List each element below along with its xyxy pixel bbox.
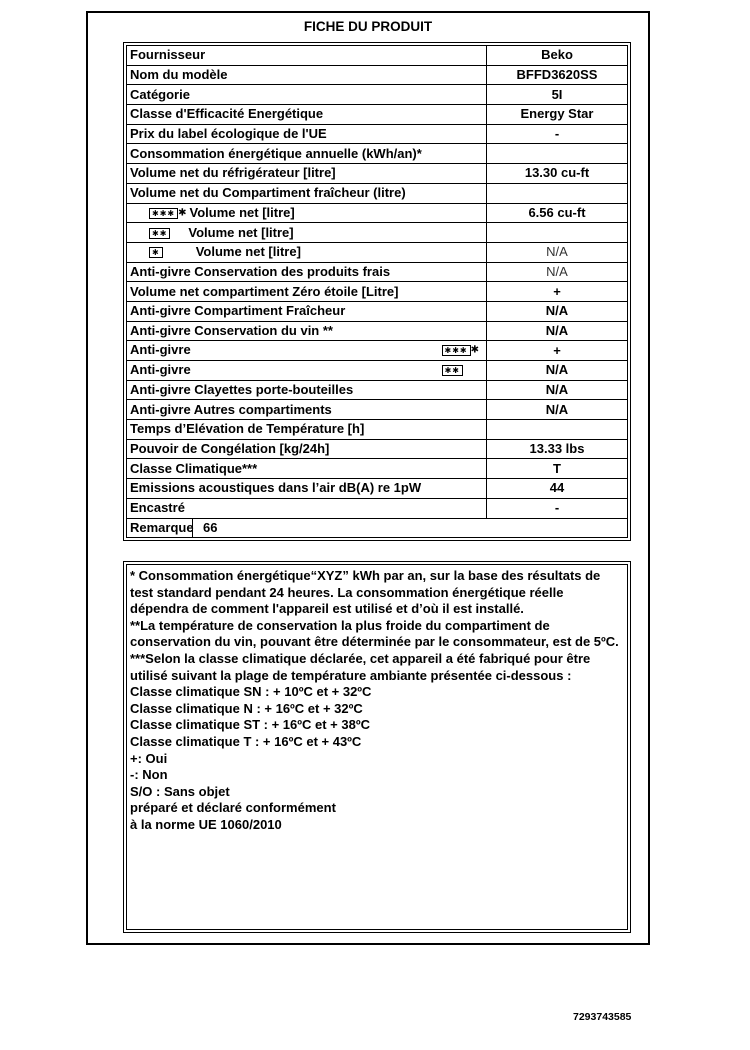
star-icon: ✱ <box>178 207 187 219</box>
row-value: + <box>487 282 628 302</box>
row-label: Anti-givre <box>130 342 191 358</box>
note-climate: ***Selon la classe climatique déclarée, cet appareil a été fabriqué pour être utilisé suivant la plage de température ambiante présentée ci-dessous : <box>130 650 591 683</box>
note-climate-n: Classe climatique N : + 16ºC et + 32ºC <box>130 700 363 716</box>
row-value: 5I <box>487 85 628 105</box>
row-label: Volume net compartiment Zéro étoile [Litre] <box>127 282 487 302</box>
row-label: Anti-givre Conservation du vin ** <box>127 321 487 341</box>
remark-cell <box>127 518 628 538</box>
row-value <box>487 183 628 203</box>
row-label-cell <box>127 242 487 262</box>
row-label: Anti-givre Autres compartiments <box>127 400 487 420</box>
row-label-cell <box>127 223 487 243</box>
row-value: N/A <box>487 400 628 420</box>
product-sheet-frame <box>86 11 650 945</box>
three-star-freezer-icon: ✱✱✱ <box>442 345 471 356</box>
table-row <box>127 459 628 479</box>
row-label: Consommation énergétique annuelle (kWh/an)* <box>127 144 487 164</box>
row-label: Prix du label écologique de l'UE <box>127 124 487 144</box>
note-climate-t: Classe climatique T : + 16ºC et + 43ºC <box>130 733 362 749</box>
row-value: N/A <box>487 361 628 381</box>
table-row <box>127 361 628 381</box>
table-row <box>127 439 628 459</box>
product-table <box>126 45 628 538</box>
row-label: Pouvoir de Congélation [kg/24h] <box>127 439 487 459</box>
note-prepared: préparé et déclaré conformément <box>130 800 336 816</box>
row-label: Emissions acoustiques dans l’air dB(A) re 1pW <box>127 479 487 499</box>
row-label-cell <box>127 341 487 361</box>
notes-box <box>126 564 628 930</box>
table-row <box>127 85 628 105</box>
three-star-freezer-icon: ✱✱✱ <box>149 208 178 219</box>
row-value: BFFD3620SS <box>487 65 628 85</box>
row-value: N/A <box>487 321 628 341</box>
two-star-freezer-icon: ✱✱ <box>149 228 170 239</box>
table-row <box>127 341 628 361</box>
table-row <box>127 262 628 282</box>
row-value <box>487 223 628 243</box>
note-wine: **La température de conservation la plus froide du compartiment de conservation du vin, pouvant être déterminée par le consommateur, est de 5ºC. <box>130 617 619 650</box>
product-table-wrapper <box>123 42 631 541</box>
table-row <box>127 479 628 499</box>
row-label: Catégorie <box>127 85 487 105</box>
row-value: 6.56 cu-ft <box>487 203 628 223</box>
note-standard: à la norme UE 1060/2010 <box>130 816 282 832</box>
row-value: Beko <box>487 46 628 66</box>
row-label: Classe d'Efficacité Energétique <box>127 105 487 125</box>
row-value: - <box>487 498 628 518</box>
table-row <box>127 105 628 125</box>
table-row <box>127 420 628 440</box>
table-row <box>127 183 628 203</box>
note-legend-yes: +: Oui <box>130 750 168 766</box>
one-star-freezer-icon: ✱ <box>149 247 163 258</box>
row-value <box>487 420 628 440</box>
row-label: Anti-givre Clayettes porte-bouteilles <box>127 380 487 400</box>
row-label: Volume net du réfrigérateur [litre] <box>127 164 487 184</box>
table-row <box>127 498 628 518</box>
row-label: Volume net [litre] <box>188 224 294 240</box>
two-star-freezer-icon: ✱✱ <box>442 365 463 376</box>
table-row <box>127 282 628 302</box>
footer-code: 7293743585 <box>573 1011 632 1023</box>
table-row <box>127 242 628 262</box>
star-icon: ✱ <box>470 344 479 356</box>
row-label: Encastré <box>127 498 487 518</box>
row-value: 13.30 cu-ft <box>487 164 628 184</box>
row-label: Nom du modèle <box>127 65 487 85</box>
row-label: Volume net [litre] <box>195 244 301 260</box>
row-value: + <box>487 341 628 361</box>
table-row <box>127 203 628 223</box>
table-row <box>127 321 628 341</box>
table-row <box>127 301 628 321</box>
remark-label: Remarque <box>127 519 193 537</box>
note-energy: * Consommation énergétique“XYZ” kWh par an, sur la base des résultats de test standard pendant 24 heures. La consommation énergétique réelle dépendra de comment l'appareil est utilisé et d’où il est installé. <box>130 568 601 617</box>
row-value: N/A <box>487 242 628 262</box>
note-climate-st: Classe climatique ST : + 16ºC et + 38ºC <box>130 717 370 733</box>
table-row <box>127 46 628 66</box>
row-label-cell <box>127 203 487 223</box>
row-value: N/A <box>487 262 628 282</box>
notes-wrapper <box>123 561 631 933</box>
table-row <box>127 124 628 144</box>
row-label: Anti-givre Conservation des produits frais <box>127 262 487 282</box>
row-label: Anti-givre <box>130 362 191 378</box>
row-label-cell <box>127 361 487 381</box>
note-climate-sn: Classe climatique SN : + 10ºC et + 32ºC <box>130 684 372 700</box>
table-row <box>127 144 628 164</box>
row-label: Volume net [litre] <box>189 204 295 220</box>
remark-row <box>127 518 628 538</box>
row-value: - <box>487 124 628 144</box>
row-value <box>487 144 628 164</box>
table-row <box>127 380 628 400</box>
row-value: T <box>487 459 628 479</box>
row-label: Volume net du Compartiment fraîcheur (litre) <box>127 183 487 203</box>
row-value: N/A <box>487 380 628 400</box>
row-label: Temps d’Elévation de Température [h] <box>127 420 487 440</box>
table-row <box>127 400 628 420</box>
note-legend-na: S/O : Sans objet <box>130 783 230 799</box>
row-value: 44 <box>487 479 628 499</box>
row-value: N/A <box>487 301 628 321</box>
row-value: Energy Star <box>487 105 628 125</box>
table-row <box>127 164 628 184</box>
note-legend-no: -: Non <box>130 767 168 783</box>
page-title: FICHE DU PRODUIT <box>303 19 433 34</box>
row-value: 13.33 lbs <box>487 439 628 459</box>
remark-value: 66 <box>203 519 218 535</box>
row-label: Fournisseur <box>127 46 487 66</box>
table-row <box>127 65 628 85</box>
row-label: Anti-givre Compartiment Fraîcheur <box>127 301 487 321</box>
row-label: Classe Climatique*** <box>127 459 487 479</box>
table-row <box>127 223 628 243</box>
